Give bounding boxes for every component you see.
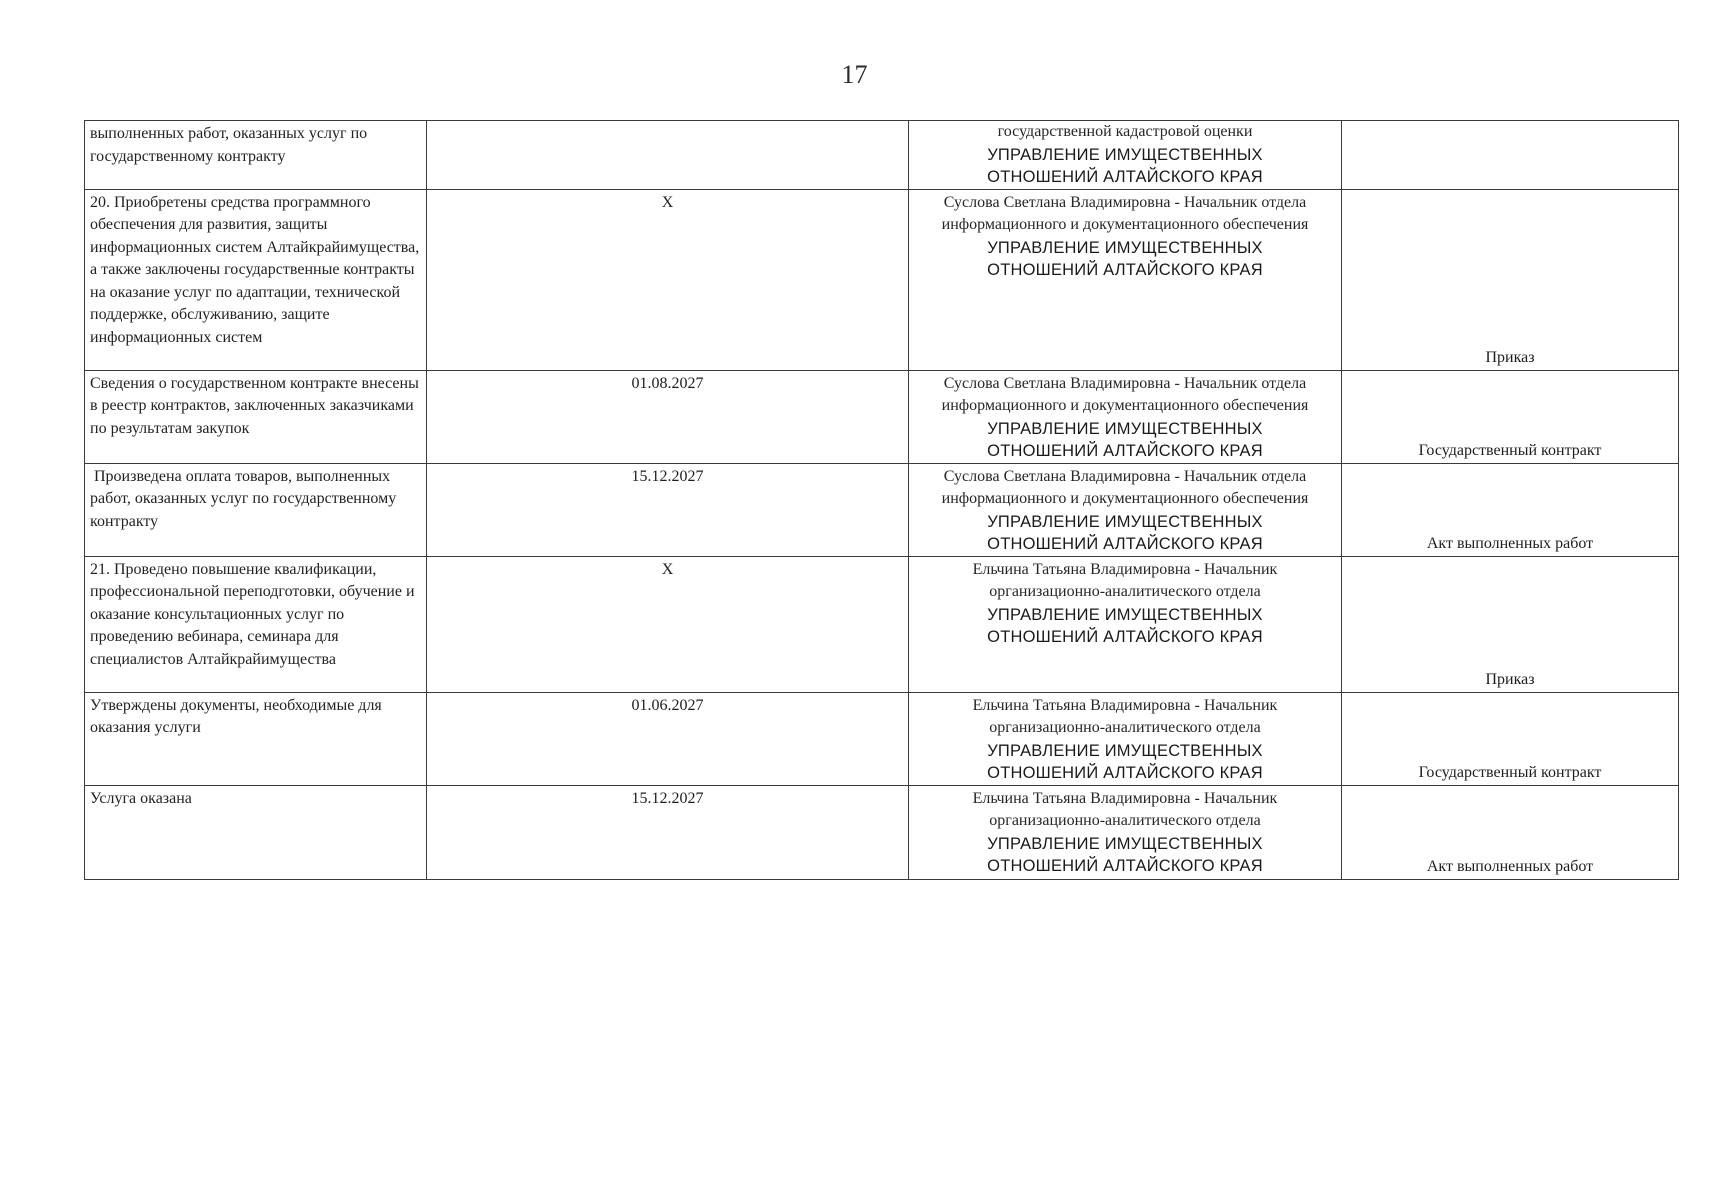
- description-cell: 20. Приобретены средства программного обеспечения для развития, защиты информационных систем Алтайкрайимущества, а также заключены государственные контракты на оказание услуг по адаптации, технической поддержке, обслуживанию, защите информационных систем: [85, 189, 427, 370]
- table-row: [85, 189, 1679, 370]
- document-cell: Акт выполненных работ: [1342, 785, 1679, 879]
- responsible-person: Ельчина Татьяна Владимировна - Начальник организационно-аналитического отдела: [972, 789, 1278, 829]
- document-cell: Приказ: [1342, 556, 1679, 692]
- responsible-org-line-2: ОТНОШЕНИЙ АЛТАЙСКОГО КРАЯ: [987, 442, 1263, 460]
- date-cell: 01.08.2027: [427, 370, 909, 463]
- table-row: [85, 370, 1679, 463]
- responsible-org-line-1: УПРАВЛЕНИЕ ИМУЩЕСТВЕННЫХ: [987, 741, 1263, 760]
- responsible-cell: [909, 692, 1342, 785]
- responsible-org-line-2: ОТНОШЕНИЙ АЛТАЙСКОГО КРАЯ: [987, 535, 1263, 553]
- responsible-person: государственной кадастровой оценки: [997, 123, 1253, 140]
- responsible-org-line-2: ОТНОШЕНИЙ АЛТАЙСКОГО КРАЯ: [987, 261, 1263, 279]
- date-cell: [427, 121, 909, 190]
- responsible-org-line-2: ОТНОШЕНИЙ АЛТАЙСКОГО КРАЯ: [987, 857, 1263, 875]
- table-row: [85, 785, 1679, 879]
- responsible-person: Суслова Светлана Владимировна - Начальник отдела информационного и документационного обеспечения: [941, 467, 1309, 507]
- description-cell: Произведена оплата товаров, выполненных работ, оказанных услуг по государственному контракту: [85, 463, 427, 556]
- document-cell: Приказ: [1342, 189, 1679, 370]
- document-cell: Государственный контракт: [1342, 692, 1679, 785]
- description-cell: выполненных работ, оказанных услуг по государственному контракту: [85, 121, 427, 190]
- responsible-org-line-2: ОТНОШЕНИЙ АЛТАЙСКОГО КРАЯ: [987, 628, 1263, 646]
- description-cell: Услуга оказана: [85, 785, 427, 879]
- document-cell: Акт выполненных работ: [1342, 463, 1679, 556]
- responsible-cell: [909, 370, 1342, 463]
- table-row: [85, 463, 1679, 556]
- document-cell: Государственный контракт: [1342, 370, 1679, 463]
- document-cell: [1342, 121, 1679, 190]
- responsible-org-line-1: УПРАВЛЕНИЕ ИМУЩЕСТВЕННЫХ: [987, 145, 1263, 164]
- responsible-cell: [909, 121, 1342, 190]
- date-cell: 15.12.2027: [427, 785, 909, 879]
- description-cell: Сведения о государственном контракте внесены в реестр контрактов, заключенных заказчиками по результатам закупок: [85, 370, 427, 463]
- page-number: 17: [841, 60, 868, 89]
- responsible-cell: [909, 189, 1342, 370]
- activity-table: [84, 120, 1679, 880]
- responsible-cell: [909, 463, 1342, 556]
- responsible-person: Ельчина Татьяна Владимировна - Начальник организационно-аналитического отдела: [972, 696, 1278, 736]
- responsible-org-line-1: УПРАВЛЕНИЕ ИМУЩЕСТВЕННЫХ: [987, 419, 1263, 438]
- responsible-person: Суслова Светлана Владимировна - Начальник отдела информационного и документационного обеспечения: [941, 193, 1309, 233]
- date-cell: X: [427, 189, 909, 370]
- description-cell: Утверждены документы, необходимые для оказания услуги: [85, 692, 427, 785]
- responsible-person: Суслова Светлана Владимировна - Начальник отдела информационного и документационного обеспечения: [941, 374, 1309, 414]
- date-cell: 01.06.2027: [427, 692, 909, 785]
- responsible-org-line-1: УПРАВЛЕНИЕ ИМУЩЕСТВЕННЫХ: [987, 605, 1263, 624]
- table-row: [85, 121, 1679, 190]
- date-cell: 15.12.2027: [427, 463, 909, 556]
- date-cell: X: [427, 556, 909, 692]
- responsible-org-line-2: ОТНОШЕНИЙ АЛТАЙСКОГО КРАЯ: [987, 168, 1263, 186]
- responsible-org-line-2: ОТНОШЕНИЙ АЛТАЙСКОГО КРАЯ: [987, 764, 1263, 782]
- responsible-org-line-1: УПРАВЛЕНИЕ ИМУЩЕСТВЕННЫХ: [987, 512, 1263, 531]
- responsible-cell: [909, 556, 1342, 692]
- table-row: [85, 692, 1679, 785]
- responsible-cell: [909, 785, 1342, 879]
- description-cell: 21. Проведено повышение квалификации, профессиональной переподготовки, обучение и оказание консультационных услуг по проведению вебинара, семинара для специалистов Алтайкрайимущества: [85, 556, 427, 692]
- table-row: [85, 556, 1679, 692]
- responsible-org-line-1: УПРАВЛЕНИЕ ИМУЩЕСТВЕННЫХ: [987, 238, 1263, 257]
- responsible-org-line-1: УПРАВЛЕНИЕ ИМУЩЕСТВЕННЫХ: [987, 834, 1263, 853]
- responsible-person: Ельчина Татьяна Владимировна - Начальник организационно-аналитического отдела: [972, 560, 1278, 600]
